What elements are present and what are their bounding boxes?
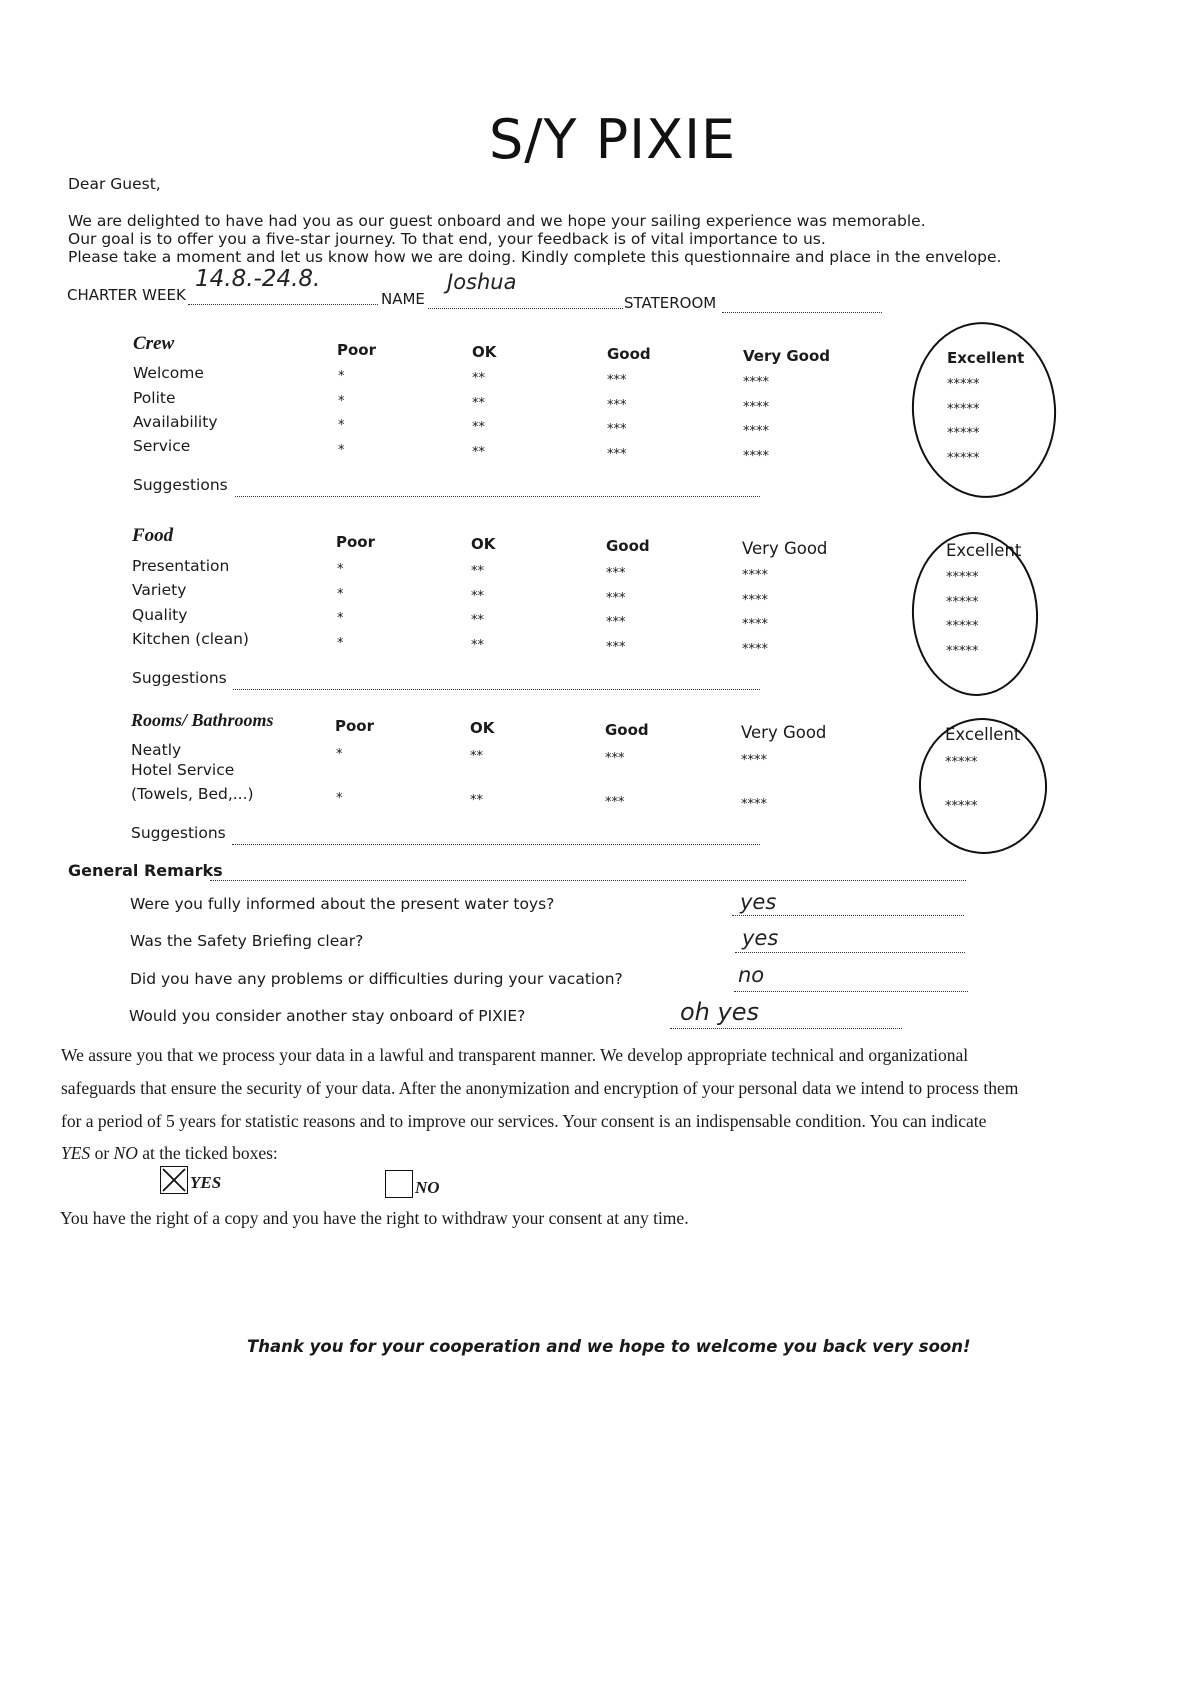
food-variety-2star[interactable]: ** xyxy=(471,589,484,604)
crew-excellent-circle xyxy=(906,317,1062,503)
rooms-poor-header: Poor xyxy=(335,717,375,735)
food-item-variety: Variety xyxy=(132,581,187,599)
food-item-presentation: Presentation xyxy=(132,557,230,575)
yes-label: YES xyxy=(190,1173,222,1192)
crew-item-welcome: Welcome xyxy=(133,364,204,382)
intro-line-2: Our goal is to offer you a five-star journey. To that end, your feedback is of vital importance to us. xyxy=(68,230,826,248)
food-presentation-2star[interactable]: ** xyxy=(471,564,484,579)
crew-item-service: Service xyxy=(133,437,191,455)
food-quality-4star[interactable]: **** xyxy=(742,617,768,632)
crew-availability-1star[interactable]: * xyxy=(338,418,345,433)
question-safety-briefing: Was the Safety Briefing clear? xyxy=(130,932,364,950)
crew-service-2star[interactable]: ** xyxy=(472,445,485,460)
crew-suggestions-line[interactable] xyxy=(235,496,760,497)
food-presentation-4star[interactable]: **** xyxy=(742,568,768,583)
food-quality-3star[interactable]: *** xyxy=(606,615,626,630)
yes-checkbox[interactable] xyxy=(160,1166,188,1194)
rooms-hotel-service-1star[interactable]: * xyxy=(336,791,343,806)
food-quality-1star[interactable]: * xyxy=(337,611,344,626)
rights-text: You have the right of a copy and you have the right to withdraw your consent at any time. xyxy=(60,1208,689,1228)
rooms-neatly-5star[interactable]: ***** xyxy=(945,755,978,770)
crew-poor-header: Poor xyxy=(337,341,377,359)
greeting: Dear Guest, xyxy=(68,175,161,193)
rooms-hotel-service-3star[interactable]: *** xyxy=(605,795,625,810)
question-water-toys: Were you fully informed about the present water toys? xyxy=(130,895,555,913)
general-remarks-line[interactable] xyxy=(210,880,966,881)
no-checkbox[interactable] xyxy=(385,1170,413,1198)
food-kitchen-4star[interactable]: **** xyxy=(742,642,768,657)
stateroom-line[interactable] xyxy=(722,312,882,313)
question-another-stay: Would you consider another stay onboard of PIXIE? xyxy=(129,1007,526,1025)
no-label: NO xyxy=(415,1178,440,1197)
answer-another-stay-line xyxy=(670,1028,902,1029)
food-item-kitchen: Kitchen (clean) xyxy=(132,630,249,648)
rooms-neatly-2star[interactable]: ** xyxy=(470,749,483,764)
crew-polite-5star[interactable]: ***** xyxy=(947,402,980,417)
rooms-very-good-header: Very Good xyxy=(741,723,827,742)
crew-welcome-5star[interactable]: ***** xyxy=(947,377,980,392)
name-label: NAME xyxy=(381,290,425,308)
rooms-hotel-service-2star[interactable]: ** xyxy=(470,793,483,808)
intro-line-1: We are delighted to have had you as our guest onboard and we hope your sailing experience was memorable. xyxy=(68,212,926,230)
crew-availability-4star[interactable]: **** xyxy=(743,424,769,439)
rooms-neatly-3star[interactable]: *** xyxy=(605,751,625,766)
crew-welcome-4star[interactable]: **** xyxy=(743,375,769,390)
rooms-hotel-service-5star[interactable]: ***** xyxy=(945,799,978,814)
rooms-good-header: Good xyxy=(605,721,649,739)
crew-excellent-header: Excellent xyxy=(947,349,1025,367)
legal-line-1: We assure you that we process your data in a lawful and transparent manner. We develop appropriate technical and organizational xyxy=(61,1045,969,1065)
food-quality-2star[interactable]: ** xyxy=(471,613,484,628)
crew-very-good-header: Very Good xyxy=(743,347,831,365)
food-variety-4star[interactable]: **** xyxy=(742,593,768,608)
food-ok-header: OK xyxy=(471,535,496,553)
rooms-item-hotel-service: Hotel Service xyxy=(131,761,235,779)
crew-service-3star[interactable]: *** xyxy=(607,447,627,462)
x-mark-icon xyxy=(161,1167,187,1193)
food-presentation-5star[interactable]: ***** xyxy=(946,570,979,585)
crew-section-title: Crew xyxy=(133,333,175,354)
crew-good-header: Good xyxy=(607,345,651,363)
crew-polite-2star[interactable]: ** xyxy=(472,396,485,411)
charter-week-label: CHARTER WEEK xyxy=(67,286,186,304)
food-excellent-circle xyxy=(908,529,1042,699)
food-section-title: Food xyxy=(132,525,174,546)
crew-welcome-3star[interactable]: *** xyxy=(607,373,627,388)
intro-line-3: Please take a moment and let us know how we are doing. Kindly complete this questionnaire and place in the envelope. xyxy=(68,248,1002,266)
form-title: S/Y PIXIE xyxy=(489,108,737,171)
food-suggestions-label: Suggestions xyxy=(132,669,227,687)
answer-water-toys[interactable]: yes xyxy=(740,890,777,914)
crew-item-polite: Polite xyxy=(133,389,176,407)
crew-ok-header: OK xyxy=(472,343,497,361)
answer-problems[interactable]: no xyxy=(738,963,765,987)
answer-water-toys-line xyxy=(732,915,964,916)
charter-week-value[interactable]: 14.8.-24.8. xyxy=(195,266,321,292)
legal-line-4-yes: YES xyxy=(61,1143,91,1163)
crew-polite-1star[interactable]: * xyxy=(338,394,345,409)
crew-welcome-2star[interactable]: ** xyxy=(472,371,485,386)
legal-line-2: safeguards that ensure the security of your data. After the anonymization and encryption of your personal data we intend to process them xyxy=(61,1078,1019,1098)
food-excellent-header: Excellent xyxy=(946,541,1022,560)
rooms-excellent-circle xyxy=(912,712,1054,861)
food-variety-5star[interactable]: ***** xyxy=(946,595,979,610)
name-value[interactable]: Joshua xyxy=(447,270,517,294)
answer-safety-briefing[interactable]: yes xyxy=(742,926,779,950)
answer-another-stay[interactable]: oh yes xyxy=(680,998,759,1026)
food-suggestions-line[interactable] xyxy=(233,689,760,690)
food-good-header: Good xyxy=(606,537,650,555)
stateroom-label: STATEROOM xyxy=(624,294,717,312)
food-presentation-3star[interactable]: *** xyxy=(606,566,626,581)
general-remarks-label: General Remarks xyxy=(68,861,223,880)
crew-polite-4star[interactable]: **** xyxy=(743,400,769,415)
crew-polite-3star[interactable]: *** xyxy=(607,398,627,413)
crew-availability-2star[interactable]: ** xyxy=(472,420,485,435)
food-quality-5star[interactable]: ***** xyxy=(946,619,979,634)
rooms-neatly-1star[interactable]: * xyxy=(336,747,343,762)
rooms-suggestions-line[interactable] xyxy=(232,844,760,845)
food-kitchen-3star[interactable]: *** xyxy=(606,640,626,655)
food-variety-3star[interactable]: *** xyxy=(606,591,626,606)
legal-line-3: for a period of 5 years for statistic reasons and to improve our services. Your consent is an indispensable condition. You can indicate xyxy=(61,1111,987,1131)
legal-line-4-or: or xyxy=(90,1143,114,1163)
crew-service-1star[interactable]: * xyxy=(338,443,345,458)
food-very-good-header: Very Good xyxy=(742,539,828,558)
crew-welcome-1star[interactable]: * xyxy=(338,369,345,384)
food-kitchen-1star[interactable]: * xyxy=(337,636,344,651)
rooms-item-neatly: Neatly xyxy=(131,741,182,759)
rooms-section-title: Rooms/ Bathrooms xyxy=(131,710,274,730)
food-kitchen-5star[interactable]: ***** xyxy=(946,644,979,659)
thank-you-text: Thank you for your cooperation and we hope to welcome you back very soon! xyxy=(247,1337,971,1356)
answer-problems-line xyxy=(734,991,968,992)
food-variety-1star[interactable]: * xyxy=(337,587,344,602)
answer-safety-briefing-line xyxy=(735,952,965,953)
rooms-item-towels-bed: (Towels, Bed,...) xyxy=(131,785,254,803)
name-line xyxy=(428,308,623,309)
legal-line-4-rest: at the ticked boxes: xyxy=(137,1143,278,1163)
crew-availability-5star[interactable]: ***** xyxy=(947,426,980,441)
crew-item-availability: Availability xyxy=(133,413,218,431)
food-presentation-1star[interactable]: * xyxy=(337,562,344,577)
legal-line-4 xyxy=(61,1143,278,1164)
rooms-suggestions-label: Suggestions xyxy=(131,824,226,842)
question-problems: Did you have any problems or difficulties during your vacation? xyxy=(130,970,623,988)
rooms-excellent-header: Excellent xyxy=(945,725,1021,744)
crew-suggestions-label: Suggestions xyxy=(133,476,228,494)
legal-line-4-no: NO xyxy=(113,1143,138,1163)
rooms-ok-header: OK xyxy=(470,719,495,737)
rooms-hotel-service-4star[interactable]: **** xyxy=(741,797,767,812)
charter-week-line xyxy=(188,304,378,305)
food-poor-header: Poor xyxy=(336,533,376,551)
rooms-neatly-4star[interactable]: **** xyxy=(741,753,767,768)
crew-availability-3star[interactable]: *** xyxy=(607,422,627,437)
food-item-quality: Quality xyxy=(132,606,188,624)
crew-service-5star[interactable]: ***** xyxy=(947,451,980,466)
crew-service-4star[interactable]: **** xyxy=(743,449,769,464)
food-kitchen-2star[interactable]: ** xyxy=(471,638,484,653)
